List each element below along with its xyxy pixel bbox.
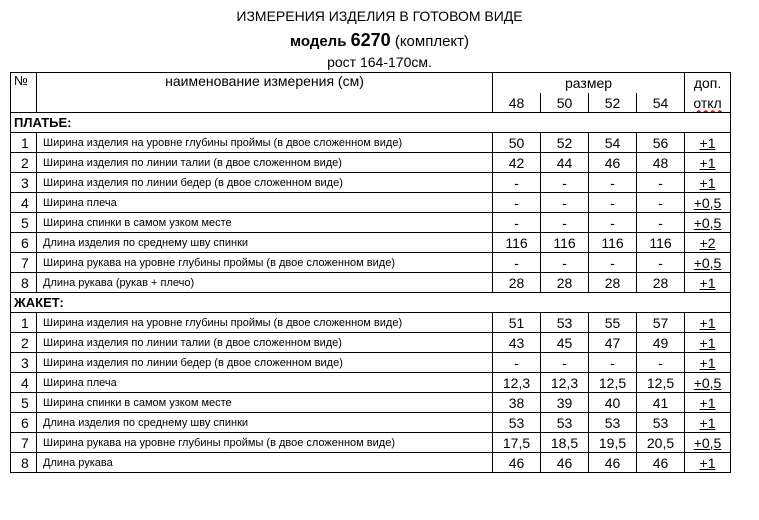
table-row — [11, 333, 731, 353]
size-value: 53 — [541, 413, 589, 433]
tolerance-cell — [685, 153, 731, 173]
tolerance-cell — [685, 353, 731, 373]
size-value: 28 — [637, 273, 685, 293]
row-number: 4 — [11, 373, 37, 393]
size-value: 53 — [589, 413, 637, 433]
tolerance-cell — [685, 393, 731, 413]
section-header-row — [11, 113, 731, 133]
tolerance-value: +1 — [699, 354, 716, 371]
column-header-size: размер — [493, 73, 685, 94]
size-value: - — [637, 253, 685, 273]
size-value: 51 — [493, 313, 541, 333]
tolerance-value: +0,5 — [693, 214, 722, 231]
column-header-name: наименование измерения (см) — [37, 73, 493, 113]
row-number: 7 — [11, 253, 37, 273]
table-row — [11, 193, 731, 213]
row-number: 8 — [11, 273, 37, 293]
column-header-tolerance-line1: доп. — [685, 73, 731, 94]
size-value: 55 — [589, 313, 637, 333]
size-value: - — [541, 173, 589, 193]
size-value: 46 — [541, 453, 589, 473]
row-number: 7 — [11, 433, 37, 453]
tolerance-value: +1 — [699, 454, 716, 471]
tolerance-value: +2 — [699, 234, 716, 251]
tolerance-cell — [685, 133, 731, 153]
measurement-name: Ширина плеча — [37, 373, 493, 393]
tolerance-cell — [685, 313, 731, 333]
section-title: ЖАКЕТ: — [11, 293, 731, 313]
size-value: 116 — [541, 233, 589, 253]
size-value: 48 — [637, 153, 685, 173]
measurement-name: Ширина рукава на уровне глубины проймы (в двое сложенном виде) — [37, 253, 493, 273]
size-value: - — [541, 213, 589, 233]
size-value: - — [541, 353, 589, 373]
size-value: 53 — [493, 413, 541, 433]
tolerance-value: +0,5 — [693, 194, 722, 211]
row-number: 4 — [11, 193, 37, 213]
row-number: 8 — [11, 453, 37, 473]
size-header: 48 — [493, 93, 541, 113]
size-value: 12,3 — [493, 373, 541, 393]
size-value: - — [541, 193, 589, 213]
size-value: - — [493, 353, 541, 373]
size-value: 41 — [637, 393, 685, 413]
tolerance-value: +1 — [699, 414, 716, 431]
measurement-name: Длина рукава — [37, 453, 493, 473]
size-value: - — [493, 193, 541, 213]
size-value: 12,5 — [637, 373, 685, 393]
tolerance-cell — [685, 253, 731, 273]
size-value: 47 — [589, 333, 637, 353]
size-value: - — [637, 193, 685, 213]
size-value: 52 — [541, 133, 589, 153]
section-title: ПЛАТЬЕ: — [11, 113, 731, 133]
measurement-name: Ширина изделия по линии талии (в двое сложенном виде) — [37, 153, 493, 173]
size-value: - — [493, 213, 541, 233]
size-value: 28 — [589, 273, 637, 293]
tolerance-header-text: откл — [693, 94, 722, 111]
size-value: 40 — [589, 393, 637, 413]
measurement-name: Длина изделия по среднему шву спинки — [37, 413, 493, 433]
tolerance-cell — [685, 193, 731, 213]
size-value: 43 — [493, 333, 541, 353]
measurement-name: Ширина изделия по линии бедер (в двое сложенном виде) — [37, 173, 493, 193]
column-header-number: № — [11, 73, 37, 113]
row-number: 2 — [11, 153, 37, 173]
size-value: 39 — [541, 393, 589, 413]
tolerance-cell — [685, 173, 731, 193]
row-number: 5 — [11, 393, 37, 413]
tolerance-value: +1 — [699, 394, 716, 411]
size-value: 19,5 — [589, 433, 637, 453]
column-header-tolerance-line2 — [685, 93, 731, 113]
table-row — [11, 173, 731, 193]
row-number: 3 — [11, 353, 37, 373]
row-number: 6 — [11, 233, 37, 253]
size-value: 28 — [493, 273, 541, 293]
model-number: 6270 — [350, 30, 391, 50]
row-number: 6 — [11, 413, 37, 433]
size-value: - — [493, 253, 541, 273]
tolerance-value: +1 — [699, 274, 716, 291]
table-row — [11, 373, 731, 393]
row-number: 1 — [11, 133, 37, 153]
size-value: 116 — [589, 233, 637, 253]
size-value: - — [589, 173, 637, 193]
table-row — [11, 213, 731, 233]
measurement-name: Ширина изделия на уровне глубины проймы (в двое сложенном виде) — [37, 133, 493, 153]
size-value: 49 — [637, 333, 685, 353]
measurement-name: Ширина спинки в самом узком месте — [37, 393, 493, 413]
tolerance-value: +1 — [699, 174, 716, 191]
tolerance-value: +1 — [699, 314, 716, 331]
table-row — [11, 153, 731, 173]
tolerance-value: +0,5 — [693, 254, 722, 271]
tolerance-value: +1 — [699, 334, 716, 351]
size-value: 57 — [637, 313, 685, 333]
size-value: 12,5 — [589, 373, 637, 393]
model-label: модель — [289, 33, 347, 50]
height-line: рост 164-170см. — [327, 54, 432, 70]
table-row — [11, 253, 731, 273]
measurement-name: Длина изделия по среднему шву спинки — [37, 233, 493, 253]
measurement-name: Ширина рукава на уровне глубины проймы (в двое сложенном виде) — [37, 433, 493, 453]
table-row — [11, 453, 731, 473]
size-value: 53 — [541, 313, 589, 333]
tolerance-cell — [685, 413, 731, 433]
table-row — [11, 353, 731, 373]
size-value: - — [493, 173, 541, 193]
size-value: 42 — [493, 153, 541, 173]
table-row — [11, 393, 731, 413]
measurement-name: Длина рукава (рукав + плечо) — [37, 273, 493, 293]
model-line — [0, 30, 759, 51]
table-row — [11, 133, 731, 153]
size-value: 44 — [541, 153, 589, 173]
tolerance-value: +0,5 — [693, 374, 722, 391]
size-value: 46 — [493, 453, 541, 473]
tolerance-cell — [685, 233, 731, 253]
tolerance-cell — [685, 333, 731, 353]
size-value: 38 — [493, 393, 541, 413]
size-value: 46 — [637, 453, 685, 473]
size-value: 17,5 — [493, 433, 541, 453]
size-value: - — [637, 173, 685, 193]
size-header: 52 — [589, 93, 637, 113]
size-header: 50 — [541, 93, 589, 113]
measurements-table — [10, 72, 731, 473]
tolerance-value: +1 — [699, 154, 716, 171]
table-row — [11, 273, 731, 293]
size-value: - — [589, 213, 637, 233]
size-value: - — [541, 253, 589, 273]
size-value: 54 — [589, 133, 637, 153]
table-row — [11, 313, 731, 333]
tolerance-cell — [685, 373, 731, 393]
section-header-row — [11, 293, 731, 313]
model-suffix: (комплект) — [394, 33, 470, 50]
size-value: - — [589, 353, 637, 373]
row-number: 3 — [11, 173, 37, 193]
measurement-name: Ширина плеча — [37, 193, 493, 213]
row-number: 1 — [11, 313, 37, 333]
size-value: 50 — [493, 133, 541, 153]
document-title: ИЗМЕРЕНИЯ ИЗДЕЛИЯ В ГОТОВОМ ВИДЕ — [236, 8, 523, 24]
size-value: 45 — [541, 333, 589, 353]
size-value: - — [637, 213, 685, 233]
table-row — [11, 233, 731, 253]
tolerance-cell — [685, 453, 731, 473]
tolerance-cell — [685, 433, 731, 453]
row-number: 2 — [11, 333, 37, 353]
tolerance-cell — [685, 213, 731, 233]
table-row — [11, 413, 731, 433]
tolerance-cell — [685, 273, 731, 293]
measurement-name: Ширина изделия по линии бедер (в двое сложенном виде) — [37, 353, 493, 373]
size-value: - — [589, 253, 637, 273]
measurement-name: Ширина изделия на уровне глубины проймы (в двое сложенном виде) — [37, 313, 493, 333]
measurement-name: Ширина изделия по линии талии (в двое сложенном виде) — [37, 333, 493, 353]
size-value: - — [589, 193, 637, 213]
size-value: 12,3 — [541, 373, 589, 393]
size-value: 116 — [637, 233, 685, 253]
row-number: 5 — [11, 213, 37, 233]
tolerance-value: +1 — [699, 134, 716, 151]
size-value: 116 — [493, 233, 541, 253]
size-value: 46 — [589, 153, 637, 173]
size-value: 20,5 — [637, 433, 685, 453]
size-value: 46 — [589, 453, 637, 473]
size-value: 18,5 — [541, 433, 589, 453]
table-row — [11, 433, 731, 453]
size-value: 56 — [637, 133, 685, 153]
size-value: - — [637, 353, 685, 373]
size-value: 53 — [637, 413, 685, 433]
tolerance-value: +0,5 — [693, 434, 722, 451]
size-value: 28 — [541, 273, 589, 293]
measurement-name: Ширина спинки в самом узком месте — [37, 213, 493, 233]
size-header: 54 — [637, 93, 685, 113]
